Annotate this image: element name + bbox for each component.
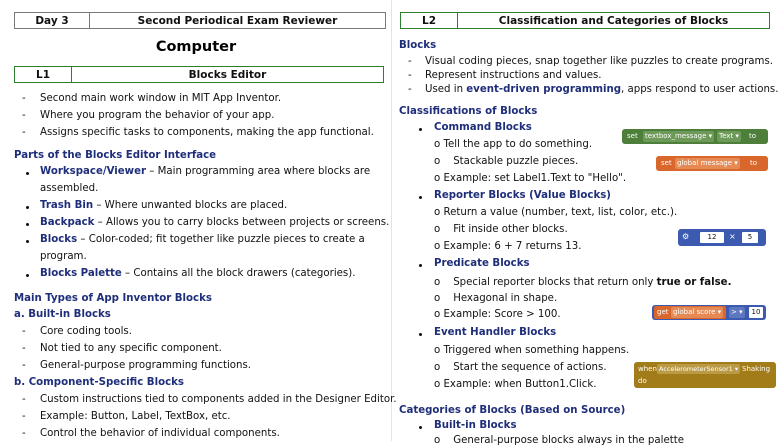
part-item xyxy=(40,166,370,177)
blocks-heading: Blocks xyxy=(399,40,437,51)
set-textbox-block-image xyxy=(622,129,768,144)
gear-icon: ⚙ xyxy=(682,232,690,241)
builtin-heading: a. Built-in Blocks xyxy=(14,309,111,320)
bullet xyxy=(26,223,29,226)
part-desc: – Contains all the block drawers (categories). xyxy=(121,268,356,279)
cat-builtin-text: General-purpose blocks always in the palette xyxy=(453,435,684,446)
builtin-item: Core coding tools. xyxy=(40,326,132,337)
blocks-item xyxy=(425,84,778,95)
lesson-title: Classification and Categories of Blocks xyxy=(458,13,770,29)
part-term: Trash Bin xyxy=(40,200,94,211)
dash-marker: - xyxy=(408,56,412,67)
component-heading: b. Component-Specific Blocks xyxy=(14,377,184,388)
multiply-block-image xyxy=(678,229,766,246)
block-dropdown: AccelerometerSensor1 ▾ xyxy=(659,365,739,373)
bullet xyxy=(419,264,422,267)
block-word: to xyxy=(750,159,758,167)
block-word: to xyxy=(749,132,757,140)
bullet xyxy=(26,240,29,243)
set-global-block-image xyxy=(656,156,768,171)
component-item: Control the behavior of individual components. xyxy=(40,428,280,439)
lesson-code: L1 xyxy=(15,67,72,83)
dash-marker: - xyxy=(22,326,26,337)
dash-marker: - xyxy=(22,360,26,371)
command-text: Stackable puzzle pieces. xyxy=(453,156,579,167)
command-item: o Stackable puzzle pieces. xyxy=(434,156,579,167)
dash-marker: - xyxy=(22,428,26,439)
block-word: when xyxy=(638,365,657,373)
component-item: Custom instructions tied to components added in the Designer Editor. xyxy=(40,394,397,405)
classifications-heading: Classifications of Blocks xyxy=(399,106,538,117)
dash-marker: - xyxy=(408,70,412,81)
event-title: Event Handler Blocks xyxy=(434,327,557,338)
event-text: Example: when Button1.Click. xyxy=(443,379,597,390)
block-word: Shaking xyxy=(742,365,771,373)
blocks-item-bold: event-driven programming xyxy=(466,84,622,95)
block-word: Text xyxy=(719,132,734,140)
intro-item: Second main work window in MIT App Inventor. xyxy=(40,93,282,104)
part-item xyxy=(40,200,287,211)
categories-heading: Categories of Blocks (Based on Source) xyxy=(399,405,626,416)
predicate-item: o Hexagonal in shape. xyxy=(434,293,558,304)
dash-marker: - xyxy=(22,343,26,354)
part-term: Blocks xyxy=(40,234,78,245)
dash-marker: - xyxy=(22,110,26,121)
command-item: o Example: set Label1.Text to "Hello". xyxy=(434,173,627,184)
reporter-item: o Example: 6 + 7 returns 13. xyxy=(434,241,582,252)
part-desc: – Allows you to carry blocks between projects or screens. xyxy=(94,217,390,228)
predicate-bold: true or false. xyxy=(656,277,732,288)
builtin-item: General-purpose programming functions. xyxy=(40,360,252,371)
block-dropdown: global message ▾ xyxy=(677,159,738,167)
bullet xyxy=(419,333,422,336)
command-item: o Tell the app to do something. xyxy=(434,139,593,150)
builtin-item: Not tied to any specific component. xyxy=(40,343,222,354)
blocks-item-pre: Used in xyxy=(425,84,467,95)
predicate-item: o Special reporter blocks that return only true or false. xyxy=(434,277,732,288)
reporter-title: Reporter Blocks (Value Blocks) xyxy=(434,190,611,201)
block-word: textbox_message xyxy=(645,132,707,140)
block-word: AccelerometerSensor1 xyxy=(659,365,733,373)
cat-builtin-title: Built-in Blocks xyxy=(434,420,517,431)
predicate-text: Hexagonal in shape. xyxy=(453,293,558,304)
command-text: Tell the app to do something. xyxy=(443,139,593,150)
header-table xyxy=(14,12,386,29)
get-block xyxy=(654,306,726,319)
block-dropdown: > ▾ xyxy=(731,308,743,316)
part-term: Blocks Palette xyxy=(40,268,122,279)
day-label: Day 3 xyxy=(15,13,90,29)
bullet xyxy=(26,274,29,277)
predicate-text: Example: Score > 100. xyxy=(443,309,561,320)
event-item: o Triggered when something happens. xyxy=(434,345,630,356)
reporter-text: Return a value (number, text, list, color, etc.). xyxy=(443,207,678,218)
part-item xyxy=(40,217,389,228)
part-cont: program. xyxy=(40,251,87,262)
blocks-item-post: , apps respond to user actions. xyxy=(621,84,779,95)
part-desc: – Main programming area where blocks are xyxy=(146,166,371,177)
block-dropdown: textbox_message ▾ xyxy=(645,132,713,140)
command-text: Example: set Label1.Text to "Hello". xyxy=(443,173,627,184)
lesson-l2-header xyxy=(400,12,770,29)
event-text: Triggered when something happens. xyxy=(443,345,630,356)
block-dropdown: global score ▾ xyxy=(673,308,722,316)
reporter-item: o Return a value (number, text, list, color, etc.). xyxy=(434,207,678,218)
part-cont: assembled. xyxy=(40,183,99,194)
dash-marker: - xyxy=(408,84,412,95)
command-title: Command Blocks xyxy=(434,122,532,133)
block-dropdown: Text ▾ xyxy=(719,132,739,140)
block-operator: × xyxy=(729,232,736,241)
cat-builtin-item: o General-purpose blocks always in the palette xyxy=(434,435,684,446)
predicate-text: Special reporter blocks that return only xyxy=(453,277,657,288)
event-text: Start the sequence of actions. xyxy=(453,362,607,373)
predicate-title: Predicate Blocks xyxy=(434,258,530,269)
event-item: o Example: when Button1.Click. xyxy=(434,379,597,390)
block-word: get xyxy=(657,308,669,316)
parts-heading: Parts of the Blocks Editor Interface xyxy=(14,150,217,161)
bullet xyxy=(419,196,422,199)
block-operator: > xyxy=(731,308,737,316)
when-event-block-image xyxy=(634,362,776,388)
part-term: Workspace/Viewer xyxy=(40,166,147,177)
reporter-item: o Fit inside other blocks. xyxy=(434,224,568,235)
dash-marker: - xyxy=(22,127,26,138)
part-item xyxy=(40,234,365,245)
blocks-item: Represent instructions and values. xyxy=(425,70,602,81)
block-word: global message xyxy=(677,159,733,167)
block-number: 10 xyxy=(749,307,763,318)
intro-item: Where you program the behavior of your app. xyxy=(40,110,275,121)
predicate-item: o Example: Score > 100. xyxy=(434,309,561,320)
dash-marker: - xyxy=(22,93,26,104)
dash-marker: - xyxy=(22,411,26,422)
lesson-code: L2 xyxy=(401,13,458,29)
block-word: set xyxy=(627,132,638,140)
subject-title: Computer xyxy=(155,39,237,55)
block-word: global score xyxy=(673,308,716,316)
component-item: Example: Button, Label, TextBox, etc. xyxy=(40,411,231,422)
intro-item: Assigns specific tasks to components, making the app functional. xyxy=(40,127,374,138)
block-word: set xyxy=(661,159,672,167)
lesson-l1-header xyxy=(14,66,384,83)
lesson-title: Blocks Editor xyxy=(72,67,384,83)
block-word: do xyxy=(638,377,647,385)
column-divider xyxy=(391,0,392,441)
compare-block-image xyxy=(652,305,766,320)
blocks-item: Visual coding pieces, snap together like puzzles to create programs. xyxy=(425,56,774,67)
part-desc: – Color-coded; fit together like puzzle pieces to create a xyxy=(77,234,365,245)
bullet xyxy=(26,172,29,175)
block-number: 5 xyxy=(742,232,758,243)
bullet xyxy=(419,128,422,131)
dash-marker: - xyxy=(22,394,26,405)
part-desc: – Where unwanted blocks are placed. xyxy=(93,200,288,211)
part-term: Backpack xyxy=(40,217,95,228)
reporter-text: Fit inside other blocks. xyxy=(453,224,568,235)
event-item: o Start the sequence of actions. xyxy=(434,362,607,373)
reporter-text: Example: 6 + 7 returns 13. xyxy=(443,241,582,252)
block-number: 12 xyxy=(700,232,724,243)
reviewer-title: Second Periodical Exam Reviewer xyxy=(90,13,386,29)
bullet xyxy=(419,426,422,429)
part-item xyxy=(40,268,355,279)
types-heading: Main Types of App Inventor Blocks xyxy=(14,293,212,304)
bullet xyxy=(26,206,29,209)
